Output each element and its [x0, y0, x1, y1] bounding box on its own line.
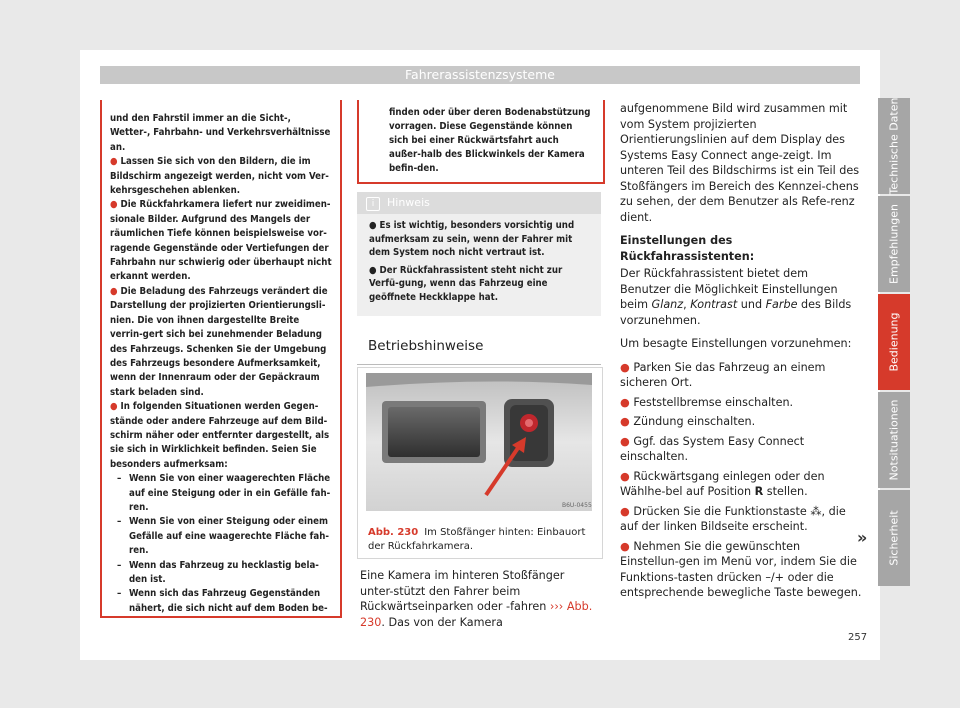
step-item: ● Zündung einschalten. — [620, 415, 756, 428]
page-number: 257 — [848, 632, 868, 643]
bullet-icon: ● — [620, 415, 634, 428]
section-title: Betriebshinweise — [368, 338, 484, 354]
note-header — [357, 192, 601, 214]
chapter-header: Fahrerassistenzsysteme — [100, 66, 860, 84]
warning-bullet: ● Die Rückfahrkamera liefert nur zweidimen-sionale Bilder. Aufgrund des Mangels der räumlichen Tiefe können beispielsweise vor-ragende Gegenstände oder Vertiefungen der Fahrbahn nur schwierig oder überhaupt nicht erkannt werden. — [110, 199, 332, 283]
warning-box-continued: finden oder über deren Bodenabstützung vorragen. Diese Gegenstände können sich bei einer Rückwärtsfahrt auch außer-halb des Blickwinkels der Kamera befin-den. — [357, 100, 605, 184]
step-item: ● Feststellbremse einschalten. — [620, 395, 794, 409]
subheading-settings: Einstellungen des Rückfahrassistenten: — [620, 234, 755, 263]
bullet-icon: ● — [110, 156, 121, 168]
bullet-icon: ● — [110, 401, 121, 413]
warning-intro: und den Fahrstil immer an die Sicht-, Wetter-, Fahrbahn- und Verkehrsverhältnisse an. — [110, 113, 331, 153]
note-item: ● Der Rückfahrassistent steht nicht zur Verfü-gung, wenn das Fahrzeug eine geöffnete Heckklappe hat. — [369, 264, 563, 303]
step-item: ● Parken Sie das Fahrzeug an einem sicheren Ort. — [620, 360, 826, 389]
tab-bedienung[interactable]: Bedienung — [878, 294, 910, 390]
tab-empfehlungen[interactable]: Empfehlungen — [878, 196, 910, 292]
warning-subitem: – Wenn das Fahrzeug zu hecklastig bela-den ist. — [117, 559, 319, 585]
warning-subitem: – Wenn sich das Fahrzeug Gegenständen nähert, die sich nicht auf dem Boden be- — [117, 588, 328, 614]
body-paragraph: Der Rückfahrassistent bietet dem Benutzer die Möglichkeit Einstellungen beim Glanz, Kontrast und Farbe des Bilds vorzunehmen. — [620, 267, 852, 327]
figure-code: B6U-0455 — [562, 502, 592, 509]
bullet-icon: ● — [110, 285, 121, 297]
rear-camera-photo — [366, 373, 592, 511]
bullet-icon: ● — [110, 199, 121, 211]
figure-230 — [357, 367, 603, 559]
bullet-icon: ● — [620, 360, 634, 374]
step-item: ● Drücken Sie die Funktionstaste ⁂, die auf der linken Bildseite erscheint. — [620, 504, 846, 533]
warning-bullet: ● In folgenden Situationen werden Gegen-stände oder andere Fahrzeuge auf dem Bild-schirm näher oder entfernter dargestellt, als sie sich in Wirklichkeit befinden. Seien Sie besonders aufmerksam: — [110, 401, 330, 470]
step-item: ● Nehmen Sie die gewünschten Einstellun-gen im Menü vor, indem Sie die Funktions-tasten drücken –/+ oder die entsprechende bewegliche Taste bewegen. — [620, 539, 862, 599]
tab-sicherheit[interactable]: Sicherheit — [878, 490, 910, 586]
tab-technische-daten[interactable]: Technische Daten — [878, 98, 910, 194]
body-paragraph: aufgenommene Bild wird zusammen mit vom System projizierten Orientierungslinien auf dem Display des Systems Easy Connect ange-zeigt. Im unteren Teil des Bildschirms ist ein Teil des Stoßfängers im Bereich des Kennzei-chens zu sehen, der dem Benutzer als Refe-renz dient. — [620, 102, 860, 224]
note-item: ● Es ist wichtig, besonders vorsichtig und aufmerksam zu sein, wenn der Fahrer mit dem System noch nicht vertraut ist. — [369, 220, 575, 258]
figure-label: Abb. 230 — [368, 527, 419, 538]
figure-caption: Abb. 230 Im Stoßfänger hinten: Einbauort der Rückfahrkamera. — [368, 527, 586, 552]
bullet-icon: ● — [369, 220, 380, 231]
tab-notsituationen[interactable]: Notsituationen — [878, 392, 910, 488]
body-paragraph: Um besagte Einstellungen vorzunehmen: — [620, 337, 852, 350]
step-item: ● Rückwärtsgang einlegen oder den Wählhe-bel auf Position R stellen. — [620, 469, 825, 498]
continue-arrow-icon: » — [857, 528, 868, 547]
section-divider — [357, 364, 601, 365]
step-item: ● Ggf. das System Easy Connect einschalten. — [620, 434, 805, 463]
warning-box-left — [100, 100, 342, 618]
warning-bullet: ● Die Beladung des Fahrzeugs verändert die Darstellung der projizierten Orientierungsli-nien. Die von ihnen dargestellte Breite verrin-gert sich bei zunehmender Beladung des Fahrzeugs. Schenken Sie der Umgebung des Fahrzeugs besondere Aufmerksamkeit, wenn der Innenraum oder der Gepäckraum stark beladen sind. — [110, 285, 328, 398]
info-icon: i — [366, 197, 380, 211]
bullet-icon: ● — [620, 434, 634, 448]
note-title: Hinweis — [387, 196, 430, 209]
figure-reference-link[interactable]: ››› Abb. 230 — [360, 600, 593, 629]
bullet-icon: ● — [620, 469, 634, 483]
warning-subitem: – Wenn Sie von einer Steigung oder einem Gefälle auf eine waagerechte Fläche fah-ren. — [117, 516, 329, 557]
bullet-icon: ● — [620, 395, 634, 409]
note-box — [357, 192, 601, 316]
warning-bullet: ● Lassen Sie sich von den Bildern, die im Bildschirm angezeigt werden, nicht vom Ver-kehrsgeschehen ablenken. — [110, 156, 329, 197]
right-column — [620, 101, 862, 605]
bullet-icon: ● — [620, 504, 634, 518]
function-key-icon: ⁂ — [810, 504, 822, 518]
bullet-icon: ● — [620, 539, 634, 553]
bullet-icon: ● — [369, 264, 380, 276]
body-text-camera: Eine Kamera im hinteren Stoßfänger unter-stützt den Fahrer beim Rückwärtseinparken oder -fahren ››› Abb. 230. Das von der Kamera — [360, 569, 593, 629]
warning-subitem: – Wenn Sie von einer waagerechten Fläche auf eine Steigung oder in ein Gefälle fah-ren. — [117, 473, 331, 513]
